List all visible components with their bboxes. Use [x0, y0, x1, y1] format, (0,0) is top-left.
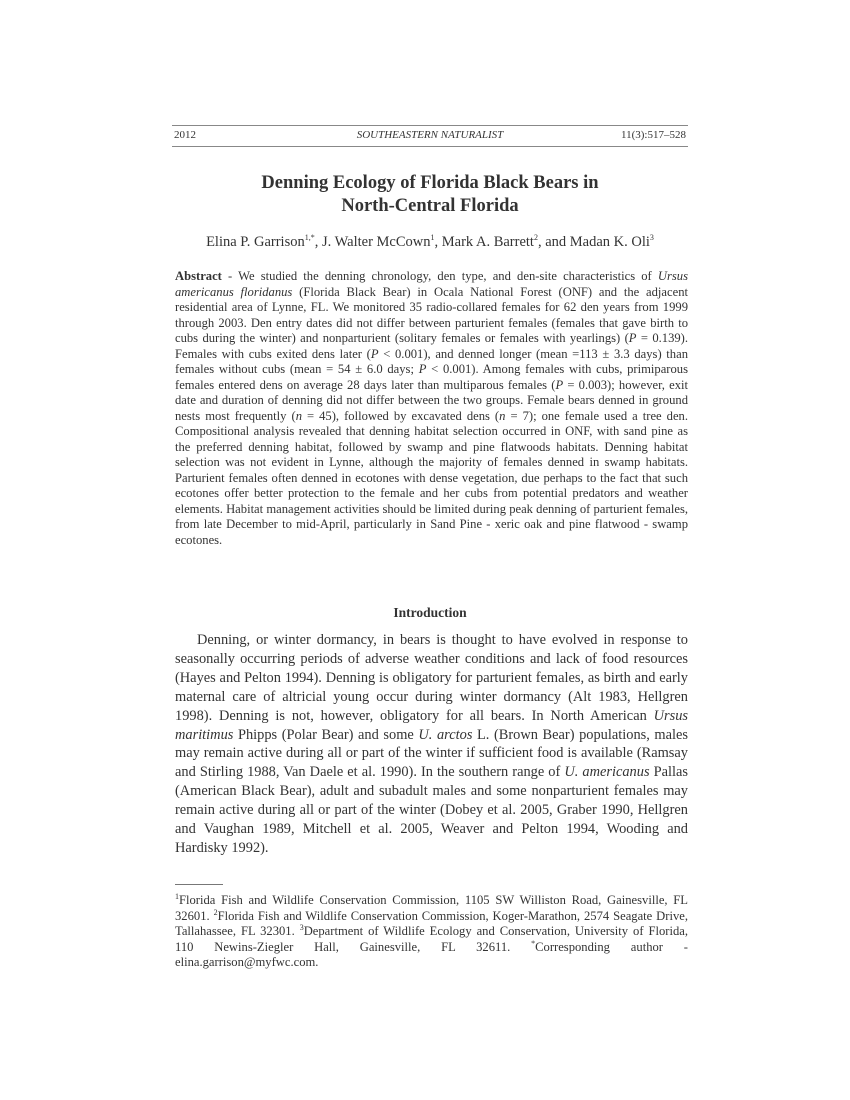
footnotes: $^1$Florida Fish and Wildlife Conservation Commission, 1105 SW Williston Road, Gainesville, FL 32601. $^2$Florida Fish and Wildlife Conservation Commission, Koger-Marathon, 2574 Seagate Drive, Tallahassee, FL 32301. $^3$Department of Wildlife Ecology and Conservation, University of Florida, 110 Newins-Ziegler Hall, Gainesville, FL 32611. *Corresponding author - elina.garrison@myfwc.com.: [175, 891, 689, 969]
species-name: U. arctos: [418, 726, 473, 743]
abstract-label: Abstract: [175, 269, 222, 283]
species-name: Ursus americanus floridanus: [175, 269, 688, 299]
section-heading-introduction: Introduction: [393, 605, 467, 620]
species-name: U. americanus: [564, 764, 650, 781]
author-list: Elina P. Garrison$^{1,*}$, J. Walter McCown$^1$, Mark A. Barrett$^2$, and Madan K. Oli$^3$: [206, 233, 654, 250]
author-affiliation-mark: 1: [430, 233, 435, 243]
footnote-affiliation-2: Florida Fish and Wildlife Conservation Commission, Koger-Marathon, 2574 Seagate Drive, Tallahassee, FL 32301.: [175, 908, 689, 938]
abstract: Abstract - We studied the denning chronology, den type, and den-site characteristics of Ursus americanus floridanus (Florida Black Bear) in Ocala National Forest (ONF) and the adjacent residential area of Lynne, FL. We monitored 35 radio-collared females for 62 den years from 1999 through 2003. Den entry dates did not differ between parturient females (females that gave birth to cubs during the winter) and nonparturient (solitary females or females with yearlings) (P = 0.139). Females with cubs exited dens later (P < 0.001), and denned longer (mean =113 ± 3.3 days) than females without cubs (mean = 54 ± 6.0 days; P < 0.001). Among females with cubs, primiparous females entered dens on average 28 days later than multiparous females (P = 0.003); however, exit date and duration of denning did not differ between the two groups. Female bears denned in ground nests most frequently (n = 45), followed by excavated dens (n = 7); one female used a tree den. Compositional analysis revealed that denning habitat selection occurred in ONF, with sand pine as the preferred denning habitat, followed by swamp and pine flatwoods habitats. Denning habitat selection was not evident in Lynne, although the majority of females denned in swamp habitats. Parturient females often denned in ecotones with dense vegetation, due perhaps to the fact that such ecotones offer better protection to the female and her cubs from potential predators and weather elements. Habitat management activities should be limited during peak denning of parturient females, from late December to mid-April, particularly in Sand Pine - xeric oak and pine flatwood - swamp ecotones.: [175, 269, 689, 547]
paper-title: [172, 172, 688, 218]
footnote-corresponding-author: Corresponding author - elina.garrison@myfwc.com.: [175, 939, 688, 969]
title-line-1: Denning Ecology of Florida Black Bears in: [261, 173, 599, 193]
author-name: J. Walter McCown: [321, 234, 431, 250]
footnote-divider: [175, 884, 223, 885]
author-affiliation-mark: 1,*: [304, 233, 315, 243]
species-name: Ursus maritimus: [175, 707, 688, 743]
author-affiliation-mark: 3: [649, 233, 654, 243]
header-year: 2012: [174, 129, 196, 141]
title-line-2: North-Central Florida: [341, 196, 519, 216]
author-affiliation-mark: 2: [533, 233, 538, 243]
footnote-affiliation-3: Department of Wildlife Ecology and Conservation, University of Florida, 110 Newins-Ziegler Hall, Gainesville, FL 32611.: [175, 924, 688, 954]
author-name: Elina P. Garrison: [206, 234, 305, 250]
introduction-paragraph: Denning, or winter dormancy, in bears is thought to have evolved in response to seasonally occurring periods of adverse weather conditions and lack of food resources (Hayes and Pelton 1994). Denning is obligatory for parturient females, as birth and early maternal care of altricial young occur during winter dormancy (Alt 1983, Hellgren 1998). Denning is not, however, obligatory for all bears. In North American Ursus maritimus Phipps (Polar Bear) and some U. arctos L. (Brown Bear) populations, males may remain active during all or part of the winter if sufficient food is available (Ramsay and Stirling 1988, Van Daele et al. 1990). In the southern range of U. americanus Pallas (American Black Bear), adult and subadult males and some nonparturient females may remain active during all or part of the winter (Dobey et al. 2005, Graber 1990, Hellgren and Vaughan 1989, Mitchell et al. 2005, Weaver and Pelton 1994, Wooding and Hardisky 1992).: [175, 632, 689, 856]
author-name: Madan K. Oli: [569, 234, 650, 250]
header-volume-pages: 11(3):517–528: [621, 129, 686, 141]
author-name: Mark A. Barrett: [441, 234, 534, 250]
footnote-affiliation-1: Florida Fish and Wildlife Conservation Commission, 1105 SW Williston Road, Gainesville, FL 32601.: [175, 893, 688, 923]
header-journal: SOUTHEASTERN NATURALIST: [356, 129, 504, 141]
running-head: [172, 125, 688, 147]
